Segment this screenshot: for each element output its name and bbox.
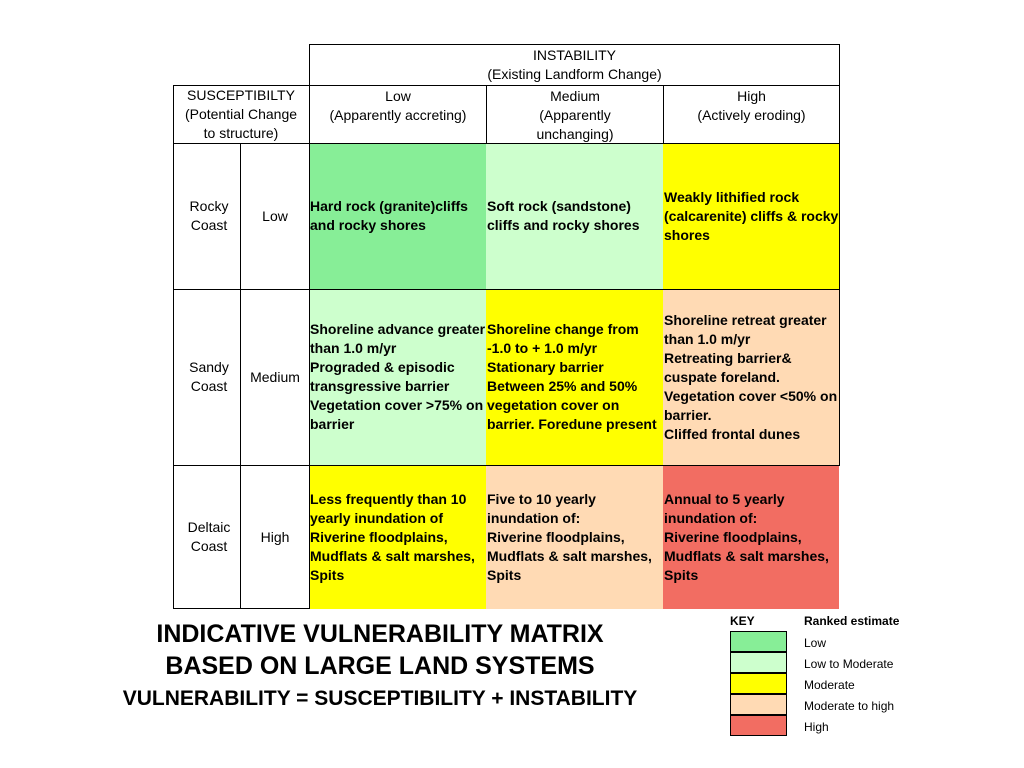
column-sub: (Actively eroding) xyxy=(697,107,806,123)
key-label-low-to-moderate: Low to Moderate xyxy=(804,657,894,671)
title-line1: INDICATIVE VULNERABILITY MATRIX xyxy=(156,620,604,648)
matrix-cell: Less frequently than 10 yearly inundation of Riverine floodplains, Mudflats & salt marshes, Spits xyxy=(310,490,475,583)
key-swatch-moderate xyxy=(730,673,787,694)
row-label-rocky-coast: Rocky Coast xyxy=(189,198,229,233)
key-ranked-header: Ranked estimate xyxy=(804,614,900,628)
key-label-low: Low xyxy=(804,636,827,650)
matrix-cell: Hard rock (granite)cliffs and rocky shores xyxy=(310,198,468,233)
title-line2: BASED ON LARGE LAND SYSTEMS xyxy=(165,652,595,680)
matrix-cell: Shoreline retreat greater than 1.0 m/yr Retreating barrier& cuspate foreland. Vegetation cover <50% on barrier. Cliffed frontal dunes xyxy=(664,311,838,442)
row-label-sandy-coast: Sandy Coast xyxy=(189,359,229,394)
column-sub: (Apparently accreting) xyxy=(329,107,467,123)
susceptibility-line2: (Potential Change xyxy=(184,106,298,122)
title-line3: VULNERABILITY = SUSCEPTIBILITY + INSTABILITY xyxy=(122,687,638,710)
column-header-low xyxy=(310,86,486,126)
susceptibility-line1: SUSCEPTIBILTY xyxy=(187,87,295,103)
matrix-cell: Shoreline advance greater than 1.0 m/yr Prograded & episodic transgressive barrier Vegetation cover >75% on barrier xyxy=(310,321,486,432)
column-header-high xyxy=(664,86,839,126)
matrix-cell: Shoreline change from -1.0 to + 1.0 m/yr Stationary barrier Between 25% and 50% vegetation cover on barrier. Foredune present xyxy=(487,321,657,432)
key-label-moderate: Moderate xyxy=(804,678,855,692)
grid-line xyxy=(173,85,174,609)
key-label-moderate-to-high: Moderate to high xyxy=(804,699,895,713)
row-level-medium: Medium xyxy=(250,368,300,385)
column-sub: (Apparently unchanging) xyxy=(536,107,614,142)
row-level-high: High xyxy=(260,528,290,545)
key-header: KEY xyxy=(730,614,755,628)
susceptibility-line3: to structure) xyxy=(203,125,279,141)
column-label: High xyxy=(737,88,766,104)
key-swatch-moderate-to-high xyxy=(730,694,787,715)
row-label-deltaic-coast: Deltaic Coast xyxy=(187,519,231,554)
key-label-high: High xyxy=(804,720,829,734)
column-header-medium xyxy=(487,86,663,143)
key-swatch-high xyxy=(730,715,787,736)
grid-line xyxy=(839,44,840,465)
key-swatch-low-to-moderate xyxy=(730,652,787,673)
instability-header xyxy=(310,45,839,85)
column-label: Low xyxy=(385,88,411,104)
row-level-low: Low xyxy=(262,207,288,224)
key-swatch-low xyxy=(730,631,787,652)
matrix-cell: Weakly lithified rock (calcarenite) cliffs & rocky shores xyxy=(664,188,839,243)
column-label: Medium xyxy=(550,88,600,104)
instability-title: INSTABILITY xyxy=(533,47,616,63)
instability-subtitle: (Existing Landform Change) xyxy=(487,66,662,82)
susceptibility-header xyxy=(168,86,314,143)
matrix-cell: Five to 10 yearly inundation of: Riverine floodplains, Mudflats & salt marshes, Spits xyxy=(487,490,652,583)
matrix-cell: Annual to 5 yearly inundation of: Riverine floodplains, Mudflats & salt marshes, Spits xyxy=(664,490,829,583)
matrix-cell: Soft rock (sandstone) cliffs and rocky shores xyxy=(487,198,640,233)
